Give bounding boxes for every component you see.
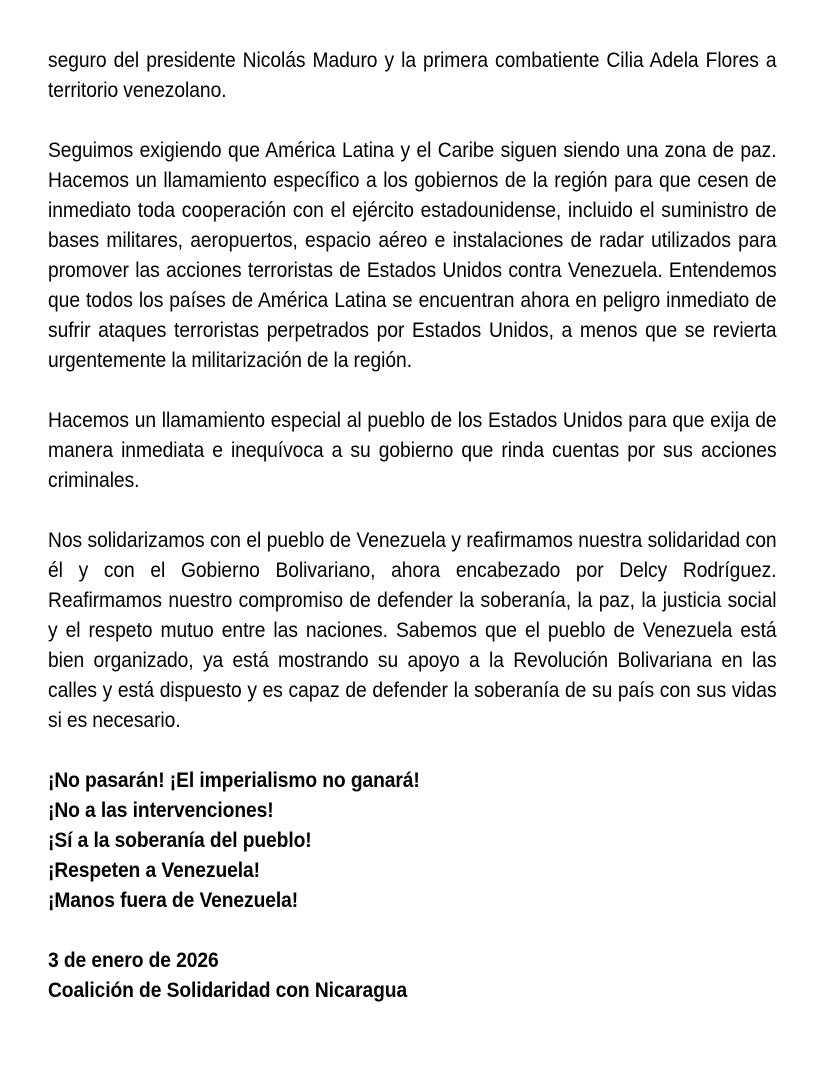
slogan-item: ¡Manos fuera de Venezuela! — [48, 888, 299, 912]
paragraph-continuation: seguro del presidente Nicolás Maduro y la primera combatiente Cilia Adela Flores a territorio venezolano. — [48, 48, 777, 102]
slogan-item: ¡Sí a la soberanía del pueblo! — [48, 828, 312, 852]
slogan-item: ¡No a las intervenciones! — [48, 798, 274, 822]
document-body — [48, 45, 777, 1005]
signature-organization: Coalición de Solidaridad con Nicaragua — [48, 978, 408, 1002]
paragraph-solidaridad: Nos solidarizamos con el pueblo de Venezuela y reafirmamos nuestra solidaridad con él y con el Gobierno Bolivariano, ahora encabezado por Delcy Rodríguez. Reafirmamos nuestro compromiso de defender la soberanía, la paz, la justicia social y el respeto mutuo entre las naciones. Sabemos que el pueblo de Venezuela está bien organizado, ya está mostrando su apoyo a la Revolución Bolivariana en las calles y está dispuesto y es capaz de defender la soberanía de su país con sus vidas si es necesario. — [48, 528, 777, 732]
spacer-before-signature — [48, 915, 777, 945]
slogan-list — [48, 765, 777, 915]
slogan-item: ¡Respeten a Venezuela! — [48, 858, 260, 882]
slogan-item: ¡No pasarán! ¡El imperialismo no ganará! — [48, 768, 420, 792]
signature-block — [48, 945, 777, 1005]
spacer-before-slogans — [48, 735, 777, 765]
paragraph-zona-de-paz: Seguimos exigiendo que América Latina y el Caribe siguen siendo una zona de paz. Hacemos un llamamiento específico a los gobiernos de la región para que cesen de inmediato toda cooperación con el ejército estadounidense, incluido el suministro de bases militares, aeropuertos, espacio aéreo e instalaciones de radar utilizados para promover las acciones terroristas de Estados Unidos contra Venezuela. Entendemos que todos los países de América Latina se encuentran ahora en peligro inmediato de sufrir ataques terroristas perpetrados por Estados Unidos, a menos que se revierta urgentemente la militarización de la región. — [48, 138, 777, 372]
paragraph-llamamiento-especial: Hacemos un llamamiento especial al pueblo de los Estados Unidos para que exija de manera inmediata e inequívoca a su gobierno que rinda cuentas por sus acciones criminales. — [48, 408, 777, 492]
signature-date: 3 de enero de 2026 — [48, 948, 219, 972]
